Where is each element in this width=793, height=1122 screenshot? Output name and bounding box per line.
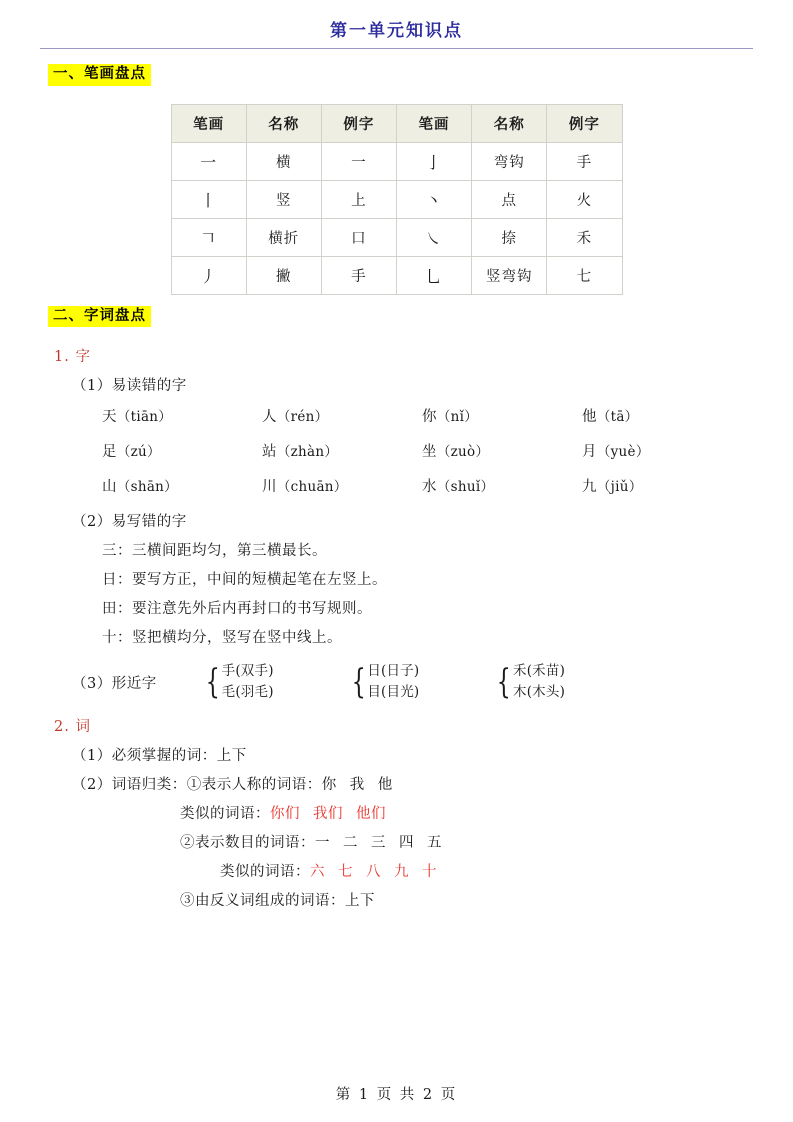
- pinyin-row: [102, 475, 753, 496]
- item-miswritten-label: （2）易写错的字: [72, 514, 187, 531]
- similar-characters-group: [202, 661, 274, 703]
- similar-character-bottom: 毛(羽毛): [221, 684, 274, 701]
- stroke-name-cell: 竖: [246, 180, 321, 218]
- similar-character-top: 禾(禾苗): [513, 663, 566, 680]
- pinyin-character: 九: [582, 479, 597, 496]
- stroke-example-cell: 手: [321, 256, 396, 294]
- similar-character-top: 日(日子): [367, 663, 420, 680]
- stroke-name-cell: 横: [246, 142, 321, 180]
- word-item: 七: [338, 864, 353, 881]
- section-one-heading: 一、笔画盘点: [48, 64, 151, 86]
- pinyin-entry: [582, 475, 742, 496]
- stroke-name-cell: 弯钩: [472, 142, 547, 180]
- similar-characters-pair: [513, 661, 565, 703]
- stroke-table-header-cell: 例字: [547, 104, 622, 142]
- pinyin-reading: （zú）: [116, 444, 161, 461]
- word-item: 二: [343, 835, 358, 852]
- table-row: [171, 256, 622, 294]
- pinyin-reading: （tiān）: [116, 409, 173, 426]
- pinyin-entry: [582, 440, 742, 461]
- stroke-example-cell: 口: [321, 218, 396, 256]
- pinyin-character: 他: [582, 409, 597, 426]
- pinyin-entry: [582, 405, 742, 426]
- must-master-words: （1）必须掌握的词：上下: [72, 748, 247, 765]
- word-classification-prefix: （2）词语归类：①表示人称的词语：: [72, 777, 322, 794]
- pinyin-entry: [102, 475, 262, 496]
- subsection-characters-label: 1. 字: [54, 349, 91, 366]
- word-item: 五: [427, 835, 442, 852]
- pinyin-character: 足: [102, 444, 117, 461]
- pinyin-reading: （chuān）: [276, 479, 348, 496]
- word-classification-numbers: [180, 831, 753, 852]
- similar-character-top: 手(双手): [221, 663, 274, 680]
- word-item: 八: [366, 864, 381, 881]
- similar-words-label: 类似的词语：: [180, 806, 270, 823]
- word-item: 三: [371, 835, 386, 852]
- word-item: 四: [399, 835, 414, 852]
- table-row: [171, 218, 622, 256]
- word-item: 一: [315, 835, 330, 852]
- stroke-glyph-cell: 乚: [396, 256, 471, 294]
- stroke-table-container: [40, 104, 753, 295]
- pinyin-entry: [422, 405, 582, 426]
- pinyin-reading: （shuǐ）: [436, 479, 495, 496]
- stroke-glyph-cell: 丿: [171, 256, 246, 294]
- pinyin-row: [102, 440, 753, 461]
- subsection-words-label: 2. 词: [54, 719, 91, 736]
- item-mispronounced-label: （1）易读错的字: [72, 378, 187, 395]
- pinyin-entry: [422, 475, 582, 496]
- stroke-example-cell: 一: [321, 142, 396, 180]
- stroke-table: [171, 104, 623, 295]
- stroke-table-header-cell: 笔画: [171, 104, 246, 142]
- similar-character-bottom: 木(木头): [513, 684, 566, 701]
- pinyin-character: 天: [102, 409, 117, 426]
- word-item: 他: [377, 777, 393, 794]
- similar-characters-group: [348, 661, 420, 703]
- stroke-name-cell: 点: [472, 180, 547, 218]
- pinyin-character: 川: [262, 479, 277, 496]
- similar-words-numbers: [220, 860, 753, 881]
- stroke-example-cell: 火: [547, 180, 622, 218]
- pinyin-character: 山: [102, 479, 117, 496]
- title-divider: [40, 48, 753, 49]
- stroke-name-cell: 撇: [246, 256, 321, 294]
- miswritten-rule: 三：三横间距均匀，第三横最长。: [102, 543, 327, 560]
- stroke-glyph-cell: 一: [171, 142, 246, 180]
- table-row: [171, 142, 622, 180]
- section-two: [48, 305, 753, 334]
- pinyin-reading: （zhàn）: [276, 444, 339, 461]
- word-classification-antonyms: ③由反义词组成的词语：上下: [180, 893, 375, 910]
- similar-characters-group: [493, 661, 565, 703]
- number-word-list: [315, 835, 442, 851]
- pinyin-entry: [102, 405, 262, 426]
- stroke-glyph-cell: 丶: [396, 180, 471, 218]
- pinyin-character: 你: [422, 409, 437, 426]
- word-item: 六: [310, 864, 325, 881]
- stroke-table-header-cell: 名称: [246, 104, 321, 142]
- stroke-name-cell: 竖弯钩: [472, 256, 547, 294]
- pinyin-entry: [102, 440, 262, 461]
- pinyin-character: 坐: [422, 444, 437, 461]
- word-item: 九: [394, 864, 409, 881]
- similar-pronoun-list: [270, 806, 386, 822]
- stroke-example-cell: 七: [547, 256, 622, 294]
- pinyin-character: 月: [582, 444, 597, 461]
- pinyin-character: 站: [262, 444, 277, 461]
- similar-words-label: 类似的词语：: [220, 864, 310, 881]
- section-two-heading: 二、字词盘点: [48, 306, 151, 328]
- pinyin-reading: （jiǔ）: [596, 479, 643, 496]
- miswritten-rule: 日：要写方正，中间的短横起笔在左竖上。: [102, 572, 387, 589]
- similar-characters-row: [72, 661, 753, 703]
- similar-character-bottom: 目(目光): [367, 684, 420, 701]
- word-item: 我: [349, 777, 365, 794]
- similar-characters-pair: [367, 661, 419, 703]
- stroke-table-header-row: [171, 104, 622, 142]
- stroke-glyph-cell: 丨: [171, 180, 246, 218]
- stroke-example-cell: 上: [321, 180, 396, 218]
- word-classification-pronouns: [72, 773, 753, 794]
- pinyin-character: 水: [422, 479, 437, 496]
- pinyin-entry: [422, 440, 582, 461]
- pinyin-entry: [262, 440, 422, 461]
- number-words-prefix: ②表示数目的词语：: [180, 835, 315, 852]
- stroke-example-cell: 禾: [547, 218, 622, 256]
- page-title: 第一单元知识点: [330, 21, 463, 41]
- page-footer: 第 1 页 共 2 页: [335, 1087, 458, 1103]
- pinyin-grid: [40, 405, 753, 496]
- pinyin-entry: [262, 475, 422, 496]
- word-item: 他们: [356, 806, 386, 823]
- stroke-example-cell: 手: [547, 142, 622, 180]
- pinyin-row: [102, 405, 753, 426]
- stroke-glyph-cell: 亅: [396, 142, 471, 180]
- stroke-table-header-cell: 笔画: [396, 104, 471, 142]
- pronoun-word-list: [322, 777, 393, 793]
- pinyin-reading: （nǐ）: [436, 409, 479, 426]
- left-brace-icon: {: [205, 662, 220, 703]
- stroke-name-cell: 捺: [472, 218, 547, 256]
- stroke-name-cell: 横折: [246, 218, 321, 256]
- pinyin-entry: [262, 405, 422, 426]
- word-item: 你们: [270, 806, 300, 823]
- pinyin-reading: （shān）: [116, 479, 178, 496]
- pinyin-reading: （tā）: [596, 409, 639, 426]
- stroke-glyph-cell: 𠃍: [171, 218, 246, 256]
- pinyin-reading: （zuò）: [436, 444, 490, 461]
- stroke-table-header-cell: 名称: [472, 104, 547, 142]
- word-item: 我们: [313, 806, 343, 823]
- left-brace-icon: {: [351, 662, 366, 703]
- table-row: [171, 180, 622, 218]
- miswritten-rule: 十：竖把横均分，竖写在竖中线上。: [102, 630, 342, 647]
- similar-characters-label: （3）形近字: [72, 675, 157, 692]
- pinyin-reading: （rén）: [276, 409, 329, 426]
- stroke-glyph-cell: ㇏: [396, 218, 471, 256]
- similar-characters-pair: [222, 661, 274, 703]
- left-brace-icon: {: [497, 662, 512, 703]
- stroke-table-header-cell: 例字: [321, 104, 396, 142]
- section-one: [48, 63, 753, 92]
- miswritten-rule: 田：要注意先外后内再封口的书写规则。: [102, 601, 372, 618]
- similar-words-pronouns: [180, 802, 753, 823]
- pinyin-character: 人: [262, 409, 277, 426]
- pinyin-reading: （yuè）: [596, 444, 650, 461]
- word-item: 你: [321, 777, 337, 794]
- similar-number-list: [310, 864, 437, 880]
- word-item: 十: [422, 864, 437, 881]
